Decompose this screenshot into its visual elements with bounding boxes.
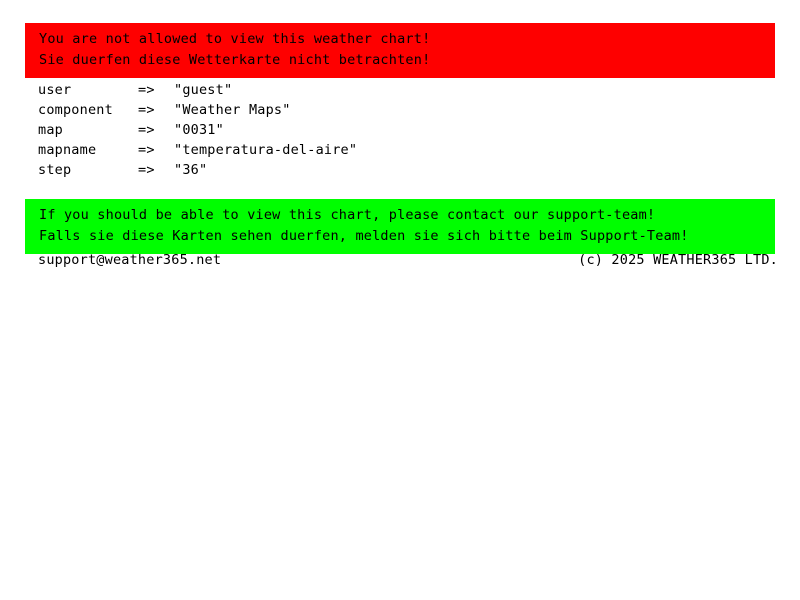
parameter-row-user [38,80,778,100]
support-banner [25,199,775,254]
parameter-key: mapname [38,142,97,158]
parameter-key: user [38,82,72,98]
parameter-value: "0031" [174,122,224,138]
parameter-arrow-icon: => [138,82,155,98]
copyright-text: (c) 2025 WEATHER365 LTD. [578,252,778,268]
support-email-link[interactable]: support@weather365.net [38,252,222,268]
parameter-row-component [38,100,778,120]
support-message-de: Falls sie diese Karten sehen duerfen, melden sie sich bitte beim Support-Team! [39,228,689,244]
parameter-arrow-icon: => [138,162,155,178]
request-parameters-list [38,80,778,180]
parameter-key: map [38,122,63,138]
parameter-key: step [38,162,72,178]
parameter-value: "temperatura-del-aire" [174,142,358,158]
parameter-arrow-icon: => [138,142,155,158]
parameter-value: "Weather Maps" [174,102,291,118]
parameter-value: "36" [174,162,208,178]
access-denied-banner [25,23,775,78]
parameter-value: "guest" [174,82,233,98]
access-denied-message-en: You are not allowed to view this weather chart! [39,31,431,47]
parameter-key: component [38,102,113,118]
support-message-en: If you should be able to view this chart, please contact our support-team! [39,207,656,223]
parameter-arrow-icon: => [138,122,155,138]
footer [38,250,778,270]
parameter-row-map [38,120,778,140]
parameter-row-step [38,160,778,180]
parameter-arrow-icon: => [138,102,155,118]
access-denied-message-de: Sie duerfen diese Wetterkarte nicht betrachten! [39,52,431,68]
parameter-row-mapname [38,140,778,160]
